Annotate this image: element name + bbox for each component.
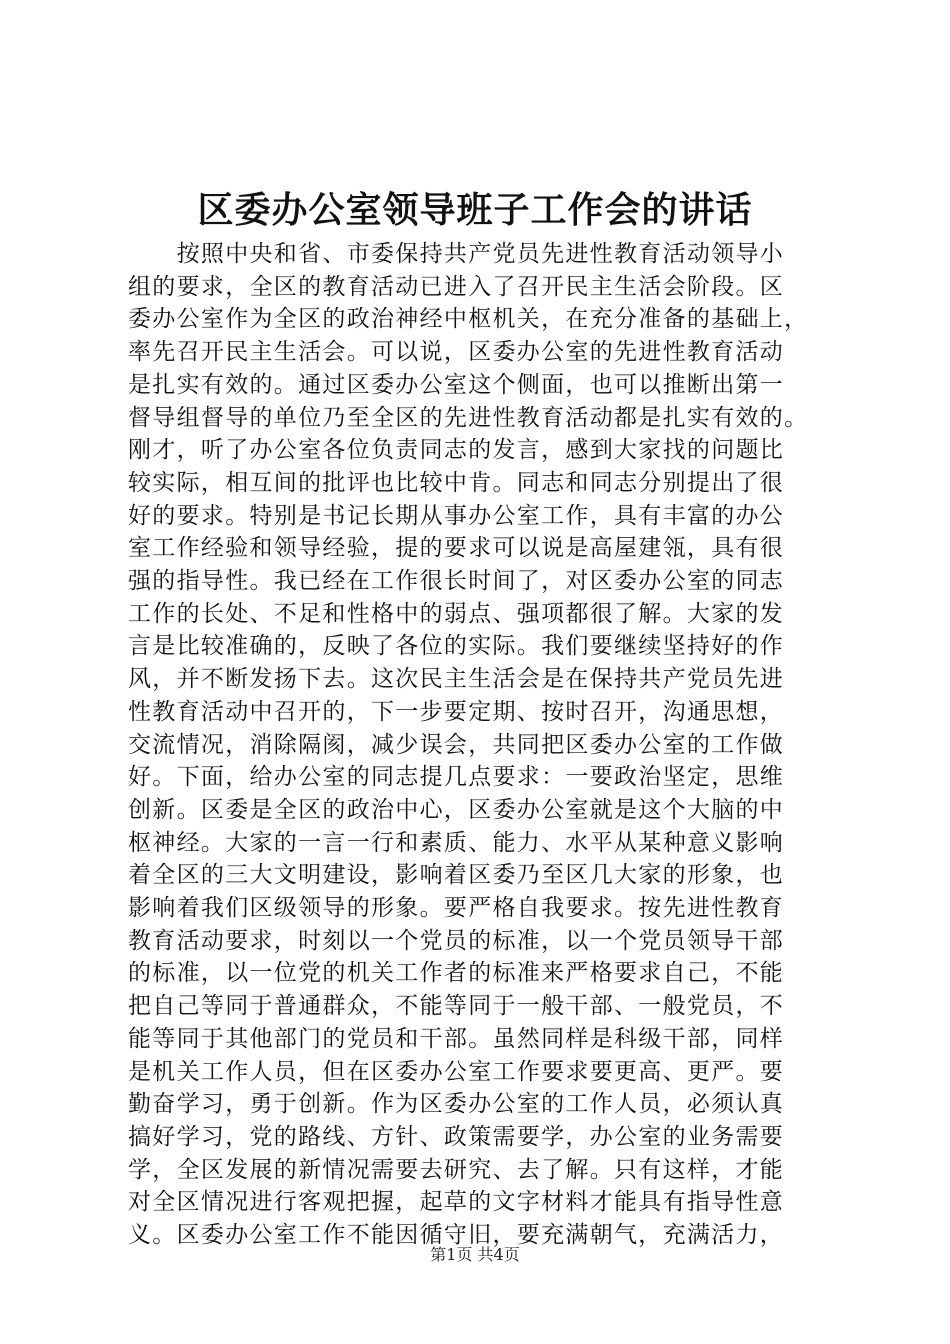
- body-text-line: 枢神经。大家的一言一行和素质、能力、水平从某种意义影响: [128, 829, 785, 856]
- body-text-line: 委办公室作为全区的政治神经中枢机关，在充分准备的基础上，: [128, 306, 809, 333]
- body-text-line: 创新。区委是全区的政治中心，区委办公室就是这个大脑的中: [128, 796, 785, 823]
- document-body: [128, 238, 848, 1252]
- body-text-line: 影响着我们区级领导的形象。要严格自我要求。按先进性教育: [128, 895, 785, 922]
- body-text-line: 较实际，相互间的批评也比较中肯。同志和同志分别提出了很: [128, 469, 785, 496]
- body-text-line: 对全区情况进行客观把握，起草的文字材料才能具有指导性意: [128, 1189, 785, 1216]
- body-text-line: 是扎实有效的。通过区委办公室这个侧面，也可以推断出第一: [128, 371, 785, 398]
- body-text-line: 好。下面，给办公室的同志提几点要求：一要政治坚定，思维: [128, 764, 785, 791]
- body-text-line: 交流情况，消除隔阂，减少误会，共同把区委办公室的工作做: [128, 731, 785, 758]
- body-text-line: 率先召开民主生活会。可以说，区委办公室的先进性教育活动: [128, 339, 785, 366]
- body-text-line: 强的指导性。我已经在工作很长时间了，对区委办公室的同志: [128, 568, 785, 595]
- body-text-line: 搞好学习，党的路线、方针、政策需要学，办公室的业务需要: [128, 1123, 785, 1150]
- body-text-line: 是机关工作人员，但在区委办公室工作要求要更高、更严。要: [128, 1058, 785, 1085]
- body-text-line: 言是比较准确的，反映了各位的实际。我们要继续坚持好的作: [128, 633, 785, 660]
- body-text-line: 刚才，听了办公室各位负责同志的发言，感到大家找的问题比: [128, 437, 785, 464]
- body-text-line: 工作的长处、不足和性格中的弱点、强项都很了解。大家的发: [128, 600, 785, 627]
- body-text-line: 义。区委办公室工作不能因循守旧，要充满朝气，充满活力，: [128, 1222, 785, 1249]
- body-text-line: 把自己等同于普通群众，不能等同于一般干部、一般党员，不: [128, 993, 785, 1020]
- page-indicator: 第1页 共4页: [430, 1245, 520, 1264]
- page-title: 区委办公室领导班子工作会的讲话: [197, 189, 753, 231]
- body-text-line: 勤奋学习，勇于创新。作为区委办公室的工作人员，必须认真: [128, 1091, 785, 1118]
- body-text-line: 督导组督导的单位乃至全区的先进性教育活动都是扎实有效的。: [128, 404, 809, 431]
- body-text-line: 组的要求，全区的教育活动已进入了召开民主生活会阶段。区: [128, 273, 785, 300]
- body-text-line: 教育活动要求，时刻以一个党员的标准，以一个党员领导干部: [128, 927, 785, 954]
- body-text-line: 性教育活动中召开的，下一步要定期、按时召开，沟通思想，: [128, 698, 785, 725]
- body-text-line: 学，全区发展的新情况需要去研究、去了解。只有这样，才能: [128, 1156, 785, 1183]
- body-text-line: 着全区的三大文明建设，影响着区委乃至区几大家的形象，也: [128, 862, 785, 889]
- body-text-line: 室工作经验和领导经验，提的要求可以说是高屋建瓴，具有很: [128, 535, 785, 562]
- body-text-line: 好的要求。特别是书记长期从事办公室工作，具有丰富的办公: [128, 502, 785, 529]
- body-text-line: 的标准，以一位党的机关工作者的标准来严格要求自己，不能: [128, 960, 785, 987]
- body-text-line: 风，并不断发扬下去。这次民主生活会是在保持共产党员先进: [128, 666, 785, 693]
- body-text-line: 按照中央和省、市委保持共产党员先进性教育活动领导小: [128, 241, 785, 267]
- body-text-line: 能等同于其他部门的党员和干部。虽然同样是科级干部，同样: [128, 1025, 785, 1052]
